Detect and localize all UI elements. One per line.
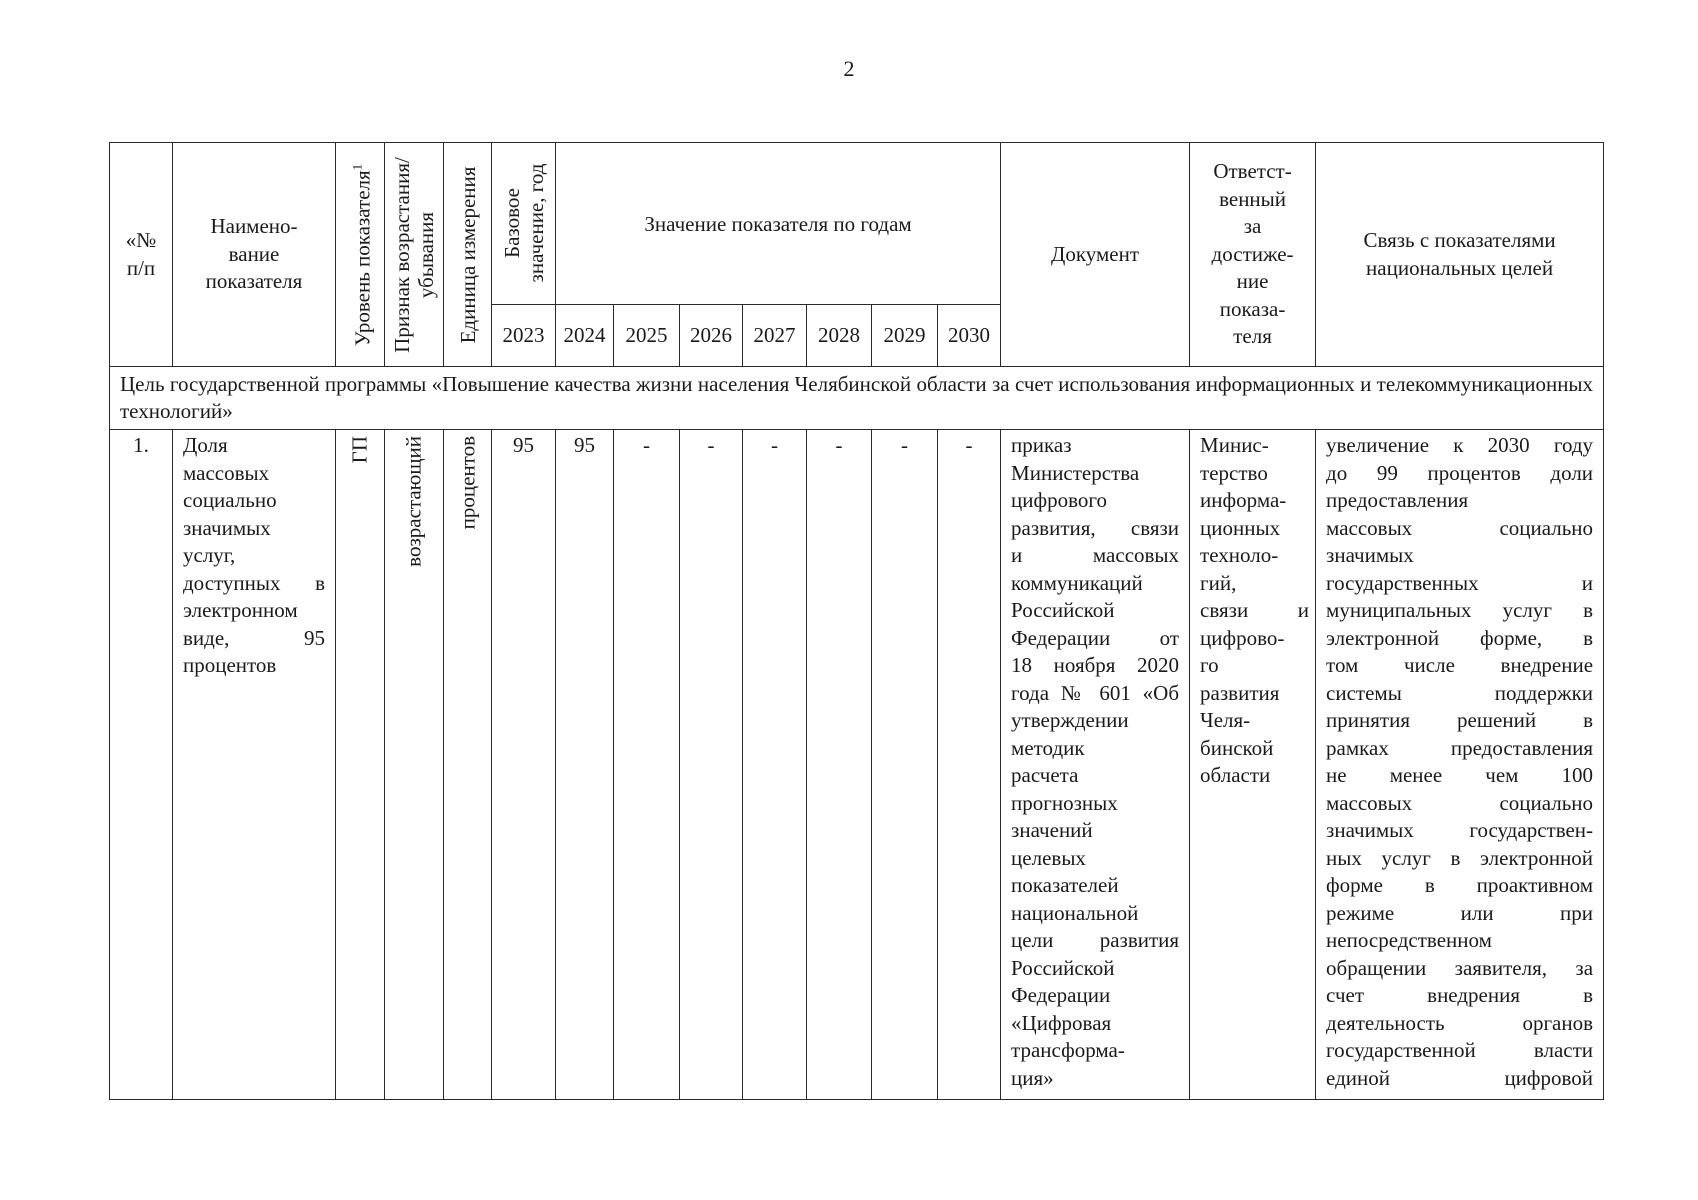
value-2025: -: [614, 430, 680, 1100]
header-unit: Единица измерения: [444, 143, 492, 367]
header-responsible: Ответст- венный за достиже- ние показа- теля: [1190, 143, 1316, 367]
header-num: «№ п/п: [110, 143, 173, 367]
header-name: Наимено- вание показателя: [173, 143, 336, 367]
indicator-national-goals-link: увеличение к 2030 году до 99 процентов доли предоставления массовых социально значимых государственных и муниципальных услуг в электронной форме, в том числе внедрение системы поддержки принятия решений в рамках предоставления не менее чем 100 массовых социально значимых государствен- ных услуг в электронной форме в проактивном режиме или при непосредственном обращении заявителя, за счет внедрения в деятельность органов государственной власти единой цифровой: [1316, 430, 1604, 1100]
header-level: Уровень показателя$^1$: [336, 143, 385, 367]
header-values-by-year: Значение показателя по годам: [556, 143, 1001, 305]
value-2026: -: [680, 430, 743, 1100]
indicator-unit: процентов: [444, 430, 492, 1100]
header-link: Связь с показателями национальных целей: [1316, 143, 1604, 367]
header-document: Документ: [1001, 143, 1190, 367]
indicator-trend: возрастающий: [385, 430, 444, 1100]
header-level-footnote: 1: [349, 163, 365, 170]
year-2027: 2027: [743, 304, 807, 366]
value-2029: -: [872, 430, 938, 1100]
year-2024: 2024: [556, 304, 614, 366]
year-2026: 2026: [680, 304, 743, 366]
header-row: [110, 143, 1604, 305]
program-goal: Цель государственной программы «Повышение качества жизни населения Челябинской области за счет использования информационных и телекоммуникационных технологий»: [110, 367, 1604, 430]
header-trend: Признак возрастания/ убывания: [385, 143, 444, 367]
indicator-level: ГП: [336, 430, 385, 1100]
indicator-responsible: Минис- терство информа- ционных техноло- гий, связи и цифрово- го развития Челя- бинской области: [1190, 430, 1316, 1100]
indicator-document: приказ Министерства цифрового развития, связи и массовых коммуникаций Российской Федерации от 18 ноября 2020 года № 601 «Об утверждении методик расчета прогнозных значений целевых показателей национальной цели развития Российской Федерации «Цифровая трансформа- ция»: [1001, 430, 1190, 1100]
indicators-table: [109, 142, 1604, 1100]
year-2025: 2025: [614, 304, 680, 366]
base-value: 95: [492, 430, 556, 1100]
value-2024: 95: [556, 430, 614, 1100]
value-2030: -: [938, 430, 1001, 1100]
year-2023: 2023: [492, 304, 556, 366]
value-2027: -: [743, 430, 807, 1100]
year-2029: 2029: [872, 304, 938, 366]
year-2028: 2028: [807, 304, 872, 366]
goal-row: [110, 367, 1604, 430]
row-number: 1.: [110, 430, 173, 1100]
header-base: Базовое значение, год: [492, 143, 556, 305]
year-2030: 2030: [938, 304, 1001, 366]
page-number: 2: [843, 56, 855, 81]
value-2028: -: [807, 430, 872, 1100]
indicator-name: Доля массовых социально значимых услуг, доступных в электронном виде, 95 процентов: [173, 430, 336, 1100]
table-row: [110, 430, 1604, 1100]
